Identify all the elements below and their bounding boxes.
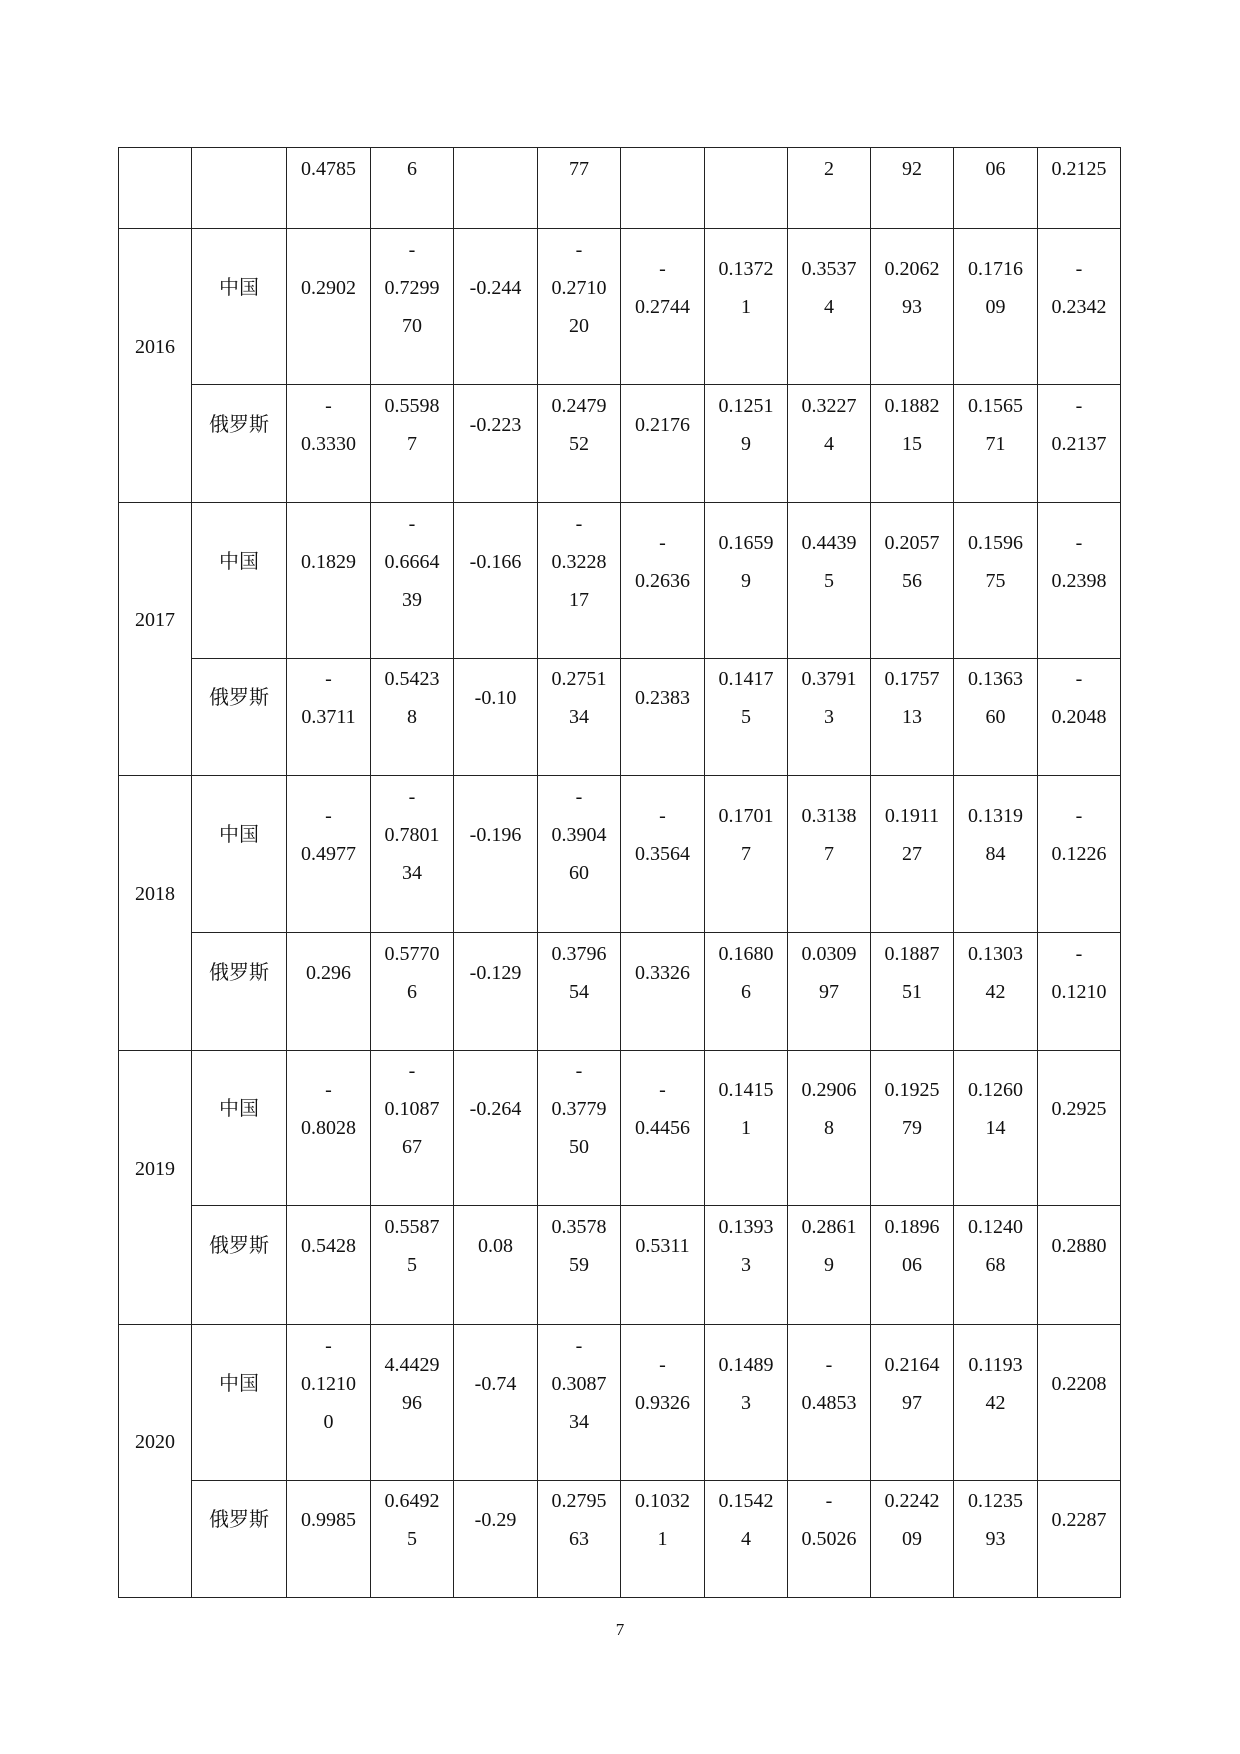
value-cell: 0.1417 5 xyxy=(705,659,788,776)
year-cell: 2018 xyxy=(119,776,192,1051)
value-cell: 0.2795 63 xyxy=(538,1481,621,1598)
country-cell: 中国 xyxy=(192,229,287,385)
country-cell xyxy=(192,148,287,229)
value-cell: 0.2125 xyxy=(1038,148,1121,229)
page-number: 7 xyxy=(615,1620,625,1639)
value-cell: 0.2287 xyxy=(1038,1481,1121,1598)
value-cell: 0.5428 xyxy=(287,1206,371,1325)
value-cell: 0.1193 42 xyxy=(954,1325,1038,1481)
value-cell: 0.1235 93 xyxy=(954,1481,1038,1598)
value-cell: -0.244 xyxy=(454,229,538,385)
value-cell: 0.2176 xyxy=(621,385,705,503)
value-cell xyxy=(621,148,705,229)
value-cell: 0.1372 1 xyxy=(705,229,788,385)
country-cell: 俄罗斯 xyxy=(192,659,287,776)
value-cell: - 0.8028 xyxy=(287,1051,371,1206)
value-cell: 0.2925 xyxy=(1038,1051,1121,1206)
table-row xyxy=(119,1206,1121,1325)
value-cell: 0.1240 68 xyxy=(954,1206,1038,1325)
value-cell: 0.2062 93 xyxy=(871,229,954,385)
value-cell: 0.2751 34 xyxy=(538,659,621,776)
value-cell: 0.5598 7 xyxy=(371,385,454,503)
value-cell: 0.08 xyxy=(454,1206,538,1325)
value-cell: 0.3791 3 xyxy=(788,659,871,776)
value-cell: 0.2880 xyxy=(1038,1206,1121,1325)
value-cell: - 0.4977 xyxy=(287,776,371,933)
value-cell: 0.1701 7 xyxy=(705,776,788,933)
value-cell: 0.1925 79 xyxy=(871,1051,954,1206)
table-row xyxy=(119,1325,1121,1481)
value-cell: 0.3578 59 xyxy=(538,1206,621,1325)
value-cell: - 0.3228 17 xyxy=(538,503,621,659)
value-cell: 0.1251 9 xyxy=(705,385,788,503)
value-cell: 0.2906 8 xyxy=(788,1051,871,1206)
year-cell: 2019 xyxy=(119,1051,192,1325)
value-cell: -0.129 xyxy=(454,933,538,1051)
year-cell: 2020 xyxy=(119,1325,192,1598)
country-cell: 中国 xyxy=(192,503,287,659)
value-cell: - 0.2398 xyxy=(1038,503,1121,659)
value-cell: 0.1363 60 xyxy=(954,659,1038,776)
value-cell: 0.9985 xyxy=(287,1481,371,1598)
table-row xyxy=(119,776,1121,933)
value-cell: 2 xyxy=(788,148,871,229)
value-cell: 0.1393 3 xyxy=(705,1206,788,1325)
value-cell: 0.0309 97 xyxy=(788,933,871,1051)
value-cell: 0.2383 xyxy=(621,659,705,776)
country-cell: 俄罗斯 xyxy=(192,1206,287,1325)
value-cell: 0.1659 9 xyxy=(705,503,788,659)
value-cell: - 0.2137 xyxy=(1038,385,1121,503)
value-cell: 0.1260 14 xyxy=(954,1051,1038,1206)
value-cell: - 0.2636 xyxy=(621,503,705,659)
value-cell: 0.2208 xyxy=(1038,1325,1121,1481)
table-row xyxy=(119,1481,1121,1598)
value-cell: -0.196 xyxy=(454,776,538,933)
value-cell: 0.2242 09 xyxy=(871,1481,954,1598)
value-cell: 0.1896 06 xyxy=(871,1206,954,1325)
value-cell: - 0.1087 67 xyxy=(371,1051,454,1206)
value-cell: 92 xyxy=(871,148,954,229)
value-cell xyxy=(705,148,788,229)
value-cell: - 0.7801 34 xyxy=(371,776,454,933)
value-cell: 0.1032 1 xyxy=(621,1481,705,1598)
value-cell: -0.74 xyxy=(454,1325,538,1481)
year-cell: 2016 xyxy=(119,229,192,503)
value-cell: - 0.3087 34 xyxy=(538,1325,621,1481)
value-cell: 0.1565 71 xyxy=(954,385,1038,503)
year-cell xyxy=(119,148,192,229)
year-cell: 2017 xyxy=(119,503,192,776)
value-cell: 0.5587 5 xyxy=(371,1206,454,1325)
value-cell: 77 xyxy=(538,148,621,229)
value-cell: 0.1757 13 xyxy=(871,659,954,776)
country-cell: 中国 xyxy=(192,1051,287,1206)
table-row xyxy=(119,148,1121,229)
value-cell: 0.2164 97 xyxy=(871,1325,954,1481)
table-row xyxy=(119,1051,1121,1206)
value-cell xyxy=(454,148,538,229)
country-cell: 俄罗斯 xyxy=(192,1481,287,1598)
value-cell: 0.1319 84 xyxy=(954,776,1038,933)
value-cell: - 0.2710 20 xyxy=(538,229,621,385)
value-cell: - 0.2744 xyxy=(621,229,705,385)
value-cell: - 0.3904 60 xyxy=(538,776,621,933)
value-cell: -0.10 xyxy=(454,659,538,776)
value-cell: - 0.1210 xyxy=(1038,933,1121,1051)
value-cell: - 0.6664 39 xyxy=(371,503,454,659)
value-cell: 0.3796 54 xyxy=(538,933,621,1051)
value-cell: 0.1882 15 xyxy=(871,385,954,503)
value-cell: 0.5311 xyxy=(621,1206,705,1325)
value-cell: - 0.2342 xyxy=(1038,229,1121,385)
data-table xyxy=(118,147,1121,1598)
country-cell: 俄罗斯 xyxy=(192,933,287,1051)
value-cell: -0.166 xyxy=(454,503,538,659)
value-cell: 0.2479 52 xyxy=(538,385,621,503)
value-cell: - 0.4853 xyxy=(788,1325,871,1481)
value-cell: 0.1596 75 xyxy=(954,503,1038,659)
value-cell: - 0.7299 70 xyxy=(371,229,454,385)
value-cell: - 0.1226 xyxy=(1038,776,1121,933)
value-cell: 0.6492 5 xyxy=(371,1481,454,1598)
value-cell: - 0.3330 xyxy=(287,385,371,503)
value-cell: 0.3138 7 xyxy=(788,776,871,933)
value-cell: 06 xyxy=(954,148,1038,229)
table-row xyxy=(119,385,1121,503)
value-cell: - 0.9326 xyxy=(621,1325,705,1481)
value-cell: 0.1716 09 xyxy=(954,229,1038,385)
value-cell: - 0.2048 xyxy=(1038,659,1121,776)
value-cell: - 0.1210 0 xyxy=(287,1325,371,1481)
value-cell: 0.296 xyxy=(287,933,371,1051)
table-row xyxy=(119,503,1121,659)
value-cell: 0.1680 6 xyxy=(705,933,788,1051)
country-cell: 中国 xyxy=(192,1325,287,1481)
value-cell: - 0.4456 xyxy=(621,1051,705,1206)
country-cell: 中国 xyxy=(192,776,287,933)
value-cell: 0.2057 56 xyxy=(871,503,954,659)
value-cell: - 0.3779 50 xyxy=(538,1051,621,1206)
table-row xyxy=(119,229,1121,385)
value-cell: - 0.3711 xyxy=(287,659,371,776)
value-cell: 0.5770 6 xyxy=(371,933,454,1051)
value-cell: 0.1829 xyxy=(287,503,371,659)
value-cell: 0.3227 4 xyxy=(788,385,871,503)
value-cell: 0.3537 4 xyxy=(788,229,871,385)
value-cell: 0.1489 3 xyxy=(705,1325,788,1481)
value-cell: 0.1887 51 xyxy=(871,933,954,1051)
value-cell: 0.5423 8 xyxy=(371,659,454,776)
value-cell: 4.4429 96 xyxy=(371,1325,454,1481)
value-cell: 0.2861 9 xyxy=(788,1206,871,1325)
value-cell: -0.264 xyxy=(454,1051,538,1206)
value-cell: 6 xyxy=(371,148,454,229)
value-cell: 0.1911 27 xyxy=(871,776,954,933)
value-cell: -0.29 xyxy=(454,1481,538,1598)
value-cell: - 0.5026 xyxy=(788,1481,871,1598)
value-cell: -0.223 xyxy=(454,385,538,503)
value-cell: 0.4785 xyxy=(287,148,371,229)
table-row xyxy=(119,659,1121,776)
value-cell: - 0.3564 xyxy=(621,776,705,933)
value-cell: 0.1415 1 xyxy=(705,1051,788,1206)
table-row xyxy=(119,933,1121,1051)
country-cell: 俄罗斯 xyxy=(192,385,287,503)
value-cell: 0.1303 42 xyxy=(954,933,1038,1051)
value-cell: 0.4439 5 xyxy=(788,503,871,659)
value-cell: 0.2902 xyxy=(287,229,371,385)
value-cell: 0.3326 xyxy=(621,933,705,1051)
value-cell: 0.1542 4 xyxy=(705,1481,788,1598)
